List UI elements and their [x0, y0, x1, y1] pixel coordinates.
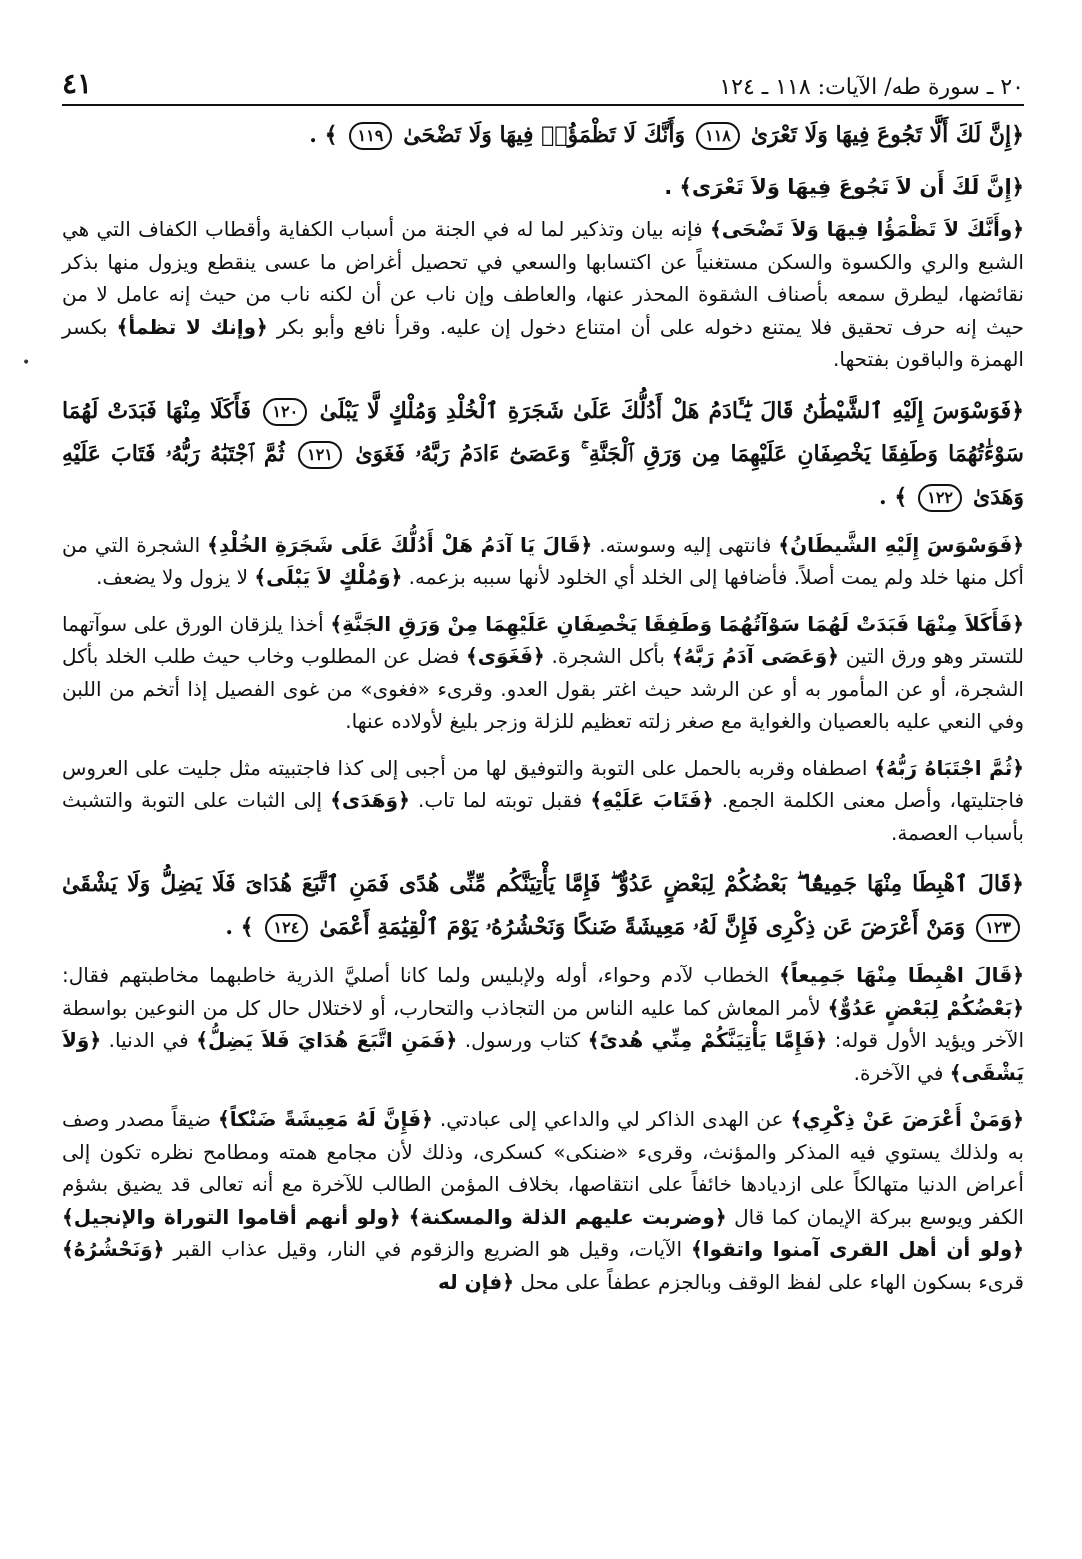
quran-quote: ﴿فإن له	[437, 1269, 514, 1294]
quran-quote: ﴿فَإِنَّ لَهُ مَعِيشَةً ضَنْكاً﴾	[218, 1107, 433, 1131]
quran-quote: فَأَكَلَا مِنْهَا فَبَدَتْ لَهُمَا سَوْءَٰتُهُمَا وَطَفِقَا يَخْصِفَانِ عَلَيْهِمَا مِن وَرَقِ ٱلْجَنَّةِ ۚ وَعَصَىٰٓ ءَادَمُ رَبَّهُۥ فَغَوَىٰ	[62, 397, 1024, 467]
page-body	[62, 114, 1024, 1312]
quran-verse-block	[62, 863, 1024, 949]
commentary-text: فانتهى إليه وسوسته.	[592, 532, 772, 557]
commentary-text: الشجرة التي من أكل منها خلد ولم يمت أصلاً. فأضافها إلى الخلد أي الخلود لأنها سببه بزعمه.	[62, 532, 1024, 589]
quran-quote: ﴿فَتَابَ عَلَيْهِ﴾	[590, 788, 714, 812]
commentary-text: لأمر المعاش كما عليه الناس من التجاذب والتحارب، أو لاختلال حال كل من النوعين بواسطة الآخر ويؤيد الأول قوله:	[62, 995, 1025, 1052]
quran-quote: ﴿فَوَسْوَسَ إِلَيْهِ ٱلشَّيْطَٰنُ قَالَ يَٰٓـَٔادَمُ هَلْ أَدُلُّكَ عَلَىٰ شَجَرَةِ ٱلْخُلْدِ وَمُلْكٍ لَّا يَبْلَىٰ	[319, 397, 1025, 424]
quran-quote: ﴿وَمَنْ أَعْرَضَ عَنْ ذِكْرِي﴾	[790, 1107, 1025, 1131]
quran-quote: ﴿فَغَوَى﴾	[466, 644, 545, 668]
commentary-text: قرىء بسكون الهاء على لفظ الوقف وبالجزم عطفاً على محل	[513, 1269, 1024, 1294]
commentary-text: الخطاب لآدم وحواء، أوله ولإبليس ولما كانا أصليَّ الذرية خاطبهما مخاطبتهم فقال:	[62, 963, 770, 987]
commentary-text: اصطفاه وقربه بالحمل على التوبة والتوفيق لها من أجبى إلى كذا فاجتبيته مثل جليت على العروس فاجتليتها، وأصل معنى الكلمة الجمع.	[62, 755, 1025, 812]
quran-quote: ﴾ .	[309, 122, 338, 148]
commentary-paragraph	[62, 608, 1024, 738]
commentary-text: بأكل الشجرة.	[544, 644, 665, 668]
commentary-text: في الآخرة.	[853, 1060, 944, 1085]
ayah-number: ١٢١	[298, 441, 342, 469]
commentary-paragraph	[62, 752, 1024, 850]
quran-quote: ﴿وَهَدَى﴾	[330, 788, 410, 812]
commentary-text: فضل عن المطلوب وخاب حيث طلب الخلد بأكل الشجرة، أو عن المأمور به أو عن الرشد حيث اغتر بقول العدو. وقرىء «فغوى» من غوى الفصيل إذا أتخم من اللبن وفي النعي عليه بالعصيان والغواية مع صغر زلته تعظيم للزلة وزجر بليغ لأولاده عنها.	[62, 644, 1024, 733]
quran-quote: وَمَنْ أَعْرَضَ عَن ذِكْرِى فَإِنَّ لَهُۥ مَعِيشَةً ضَنكًا وَنَحْشُرُهُۥ يَوْمَ ٱلْقِيَٰمَةِ أَعْمَىٰ	[319, 914, 966, 940]
commentary-text: الآيات، وقيل هو الضريع والزقوم في النار، وقيل عذاب القبر	[164, 1237, 683, 1261]
quran-quote: ﴿إِنَّ لَكَ أَلَّا تَجُوعَ فِيهَا وَلَا تَعْرَىٰ	[750, 122, 1024, 148]
commentary-text: ضيقاً مصدر وصف به ولذلك يستوي فيه المذكر والمؤنث، وقرىء «ضنكى» كسكرى، وذلك لأن مجامع همته ومطامح نظره تكون إلى أعراض الدنيا متهالكاً على ازديادها خائفاً على انتقاصها، بخلاف المؤمن الطالب للآخرة مع أنه تعالى قد يضيق بشؤم الكفر ويوسع ببركة الإيمان كما قال	[62, 1107, 1024, 1229]
quoted-verse-line	[62, 167, 1024, 207]
quran-quote: ﴿وَمُلْكٍ لاَ يَبْلَى﴾	[254, 565, 403, 589]
commentary-text: كتاب ورسول.	[457, 1028, 581, 1052]
quran-quote: ﴿وأَنَّكَ لاَ تَظْمَؤُا فِيهَا وَلاَ تَضْحَى﴾	[710, 217, 1025, 241]
quran-quote: ﴿وَنَحْشُرُهُ﴾	[62, 1237, 165, 1261]
quran-quote: ﴿فَأَكَلاَ مِنْهَا فَبَدَتْ لَهُمَا سَوْآتُهُمَا وَطَفِقَا يَخْصِفَانِ عَلَيْهِمَا مِنْ وَرَقِ الجَنَّةِ﴾	[330, 611, 1024, 636]
quran-verse-block	[62, 114, 1024, 157]
commentary-text: لا يزول ولا يضعف.	[96, 565, 249, 589]
quran-quote: ﴾ .	[879, 483, 908, 510]
ayah-number: ١٢٣	[976, 914, 1020, 942]
quran-quote: ﴿قَالَ يَا آدَمُ هَلْ أَدُلُّكَ عَلَى شَجَرَةِ الخُلْدِ﴾	[207, 532, 593, 557]
ayah-number: ١١٨	[696, 122, 740, 150]
quran-quote: ﴿إِنَّ لَكَ أَن لاَ تَجُوعَ فِيهَا وَلاَ تَعْرَى﴾ .	[664, 175, 1024, 199]
ayah-number: ١١٩	[349, 122, 393, 150]
running-header	[62, 60, 1024, 106]
commentary-paragraph	[62, 529, 1024, 594]
quran-quote: ﴿فَمَنِ اتَّبَعَ هُدَايَ فَلاَ يَضِلُّ﴾	[196, 1028, 458, 1052]
commentary-text: فقبل توبته لما تاب.	[409, 788, 583, 812]
quran-quote: ﴿قَالَ اهْبِطَا مِنْهَا جَمِيعاً﴾	[779, 963, 1024, 987]
quran-quote: ﴿وَلاَ يَشْقَى﴾	[62, 1028, 1024, 1085]
chapter-heading: ٢٠ ـ سورة طه/ الآيات: ١١٨ ـ ١٢٤	[719, 75, 1024, 100]
commentary-text: أخذا يلزقان الورق على سوآتهما للتستر وهو ورق التين	[62, 611, 1025, 668]
quran-quote: ﴿بَعْضُكُمْ لِبَعْضٍ عَدُوٌّ﴾	[827, 995, 1025, 1020]
quran-quote: ﴿وَعَصَى آدَمُ رَبَّهُ﴾	[671, 644, 839, 668]
commentary-paragraph	[62, 213, 1024, 376]
ayah-number: ١٢٢	[918, 484, 962, 512]
ayah-number: ١٢٤	[265, 914, 309, 942]
commentary-text: عن الهدى الذاكر لي والداعي إلى عبادتي.	[432, 1107, 784, 1131]
quran-quote: ﴿وإنك لا تظمأ﴾	[116, 314, 268, 339]
commentary-text: فإنه بيان وتذكير لما له في الجنة من أسباب الكفاية وأقطاب الكفاف التي هي الشبع والري والكسوة والسكن مستغنياً عن اكتسابها والسعي في تحصيل أغراض ما عسى ينقطع ويزول منها بذكر نقائضها، ليطرق سمعه بأصناف الشقوة المحذر عنها، والعاطف وإن ناب عن أن لكنه ناب من حيث إنه عامل لا من حيث إنه حرف تحقيق فلا يمتنع دخوله على أن امتناع دخول إن عليه. وقرأ نافع وأبو بكر	[62, 217, 1024, 339]
commentary-paragraph	[62, 1103, 1024, 1298]
quran-quote: ﴿ثُمَّ اجْتَبَاهُ رَبُّهُ﴾	[874, 755, 1025, 780]
quran-quote: ﴿وضربت عليهم الذلة والمسكنة﴾ ﴿ولو أنهم أقاموا التوراة والإنجيل﴾ ﴿ولو أن أهل القرى آمنوا واتقوا﴾	[62, 1204, 1024, 1261]
quran-quote: ﴾ .	[225, 914, 254, 940]
page-number: ٤١	[62, 67, 93, 100]
ayah-number: ١٢٠	[263, 398, 307, 426]
margin-mark: •	[22, 355, 31, 371]
commentary-paragraph	[62, 959, 1024, 1089]
quran-quote: ﴿قَالَ ٱهْبِطَا مِنْهَا جَمِيعًۢا ۖ بَعْضُكُمْ لِبَعْضٍ عَدُوٌّ ۖ فَإِمَّا يَأْتِيَنَّكُم مِّنِّى هُدًى فَمَنِ ٱتَّبَعَ هُدَاىَ فَلَا يَضِلُّ وَلَا يَشْقَىٰ	[62, 871, 1024, 897]
quran-quote: وَأَنَّكَ لَا تَظْمَؤُا۟ فِيهَا وَلَا تَضْحَىٰ	[403, 122, 686, 148]
quran-verse-block	[62, 390, 1024, 519]
commentary-text: إلى الثبات على التوبة والتشبث بأسباب العصمة.	[62, 788, 1024, 845]
quran-quote: ﴿فَإِمَّا يَأْتِيَنَّكُمْ مِنِّي هُدىً﴾	[587, 1028, 828, 1052]
quran-quote: ﴿فَوَسْوَسَ إِلَيْهِ الشَّيطَانُ﴾	[778, 532, 1025, 557]
commentary-text: في الدنيا.	[101, 1028, 189, 1052]
commentary-text: بكسر الهمزة والباقون بفتحها.	[62, 314, 1024, 371]
quran-quote: ثُمَّ ٱجْتَبَٰهُ رَبُّهُۥ فَتَابَ عَلَيْهِ وَهَدَىٰ	[62, 440, 1024, 510]
